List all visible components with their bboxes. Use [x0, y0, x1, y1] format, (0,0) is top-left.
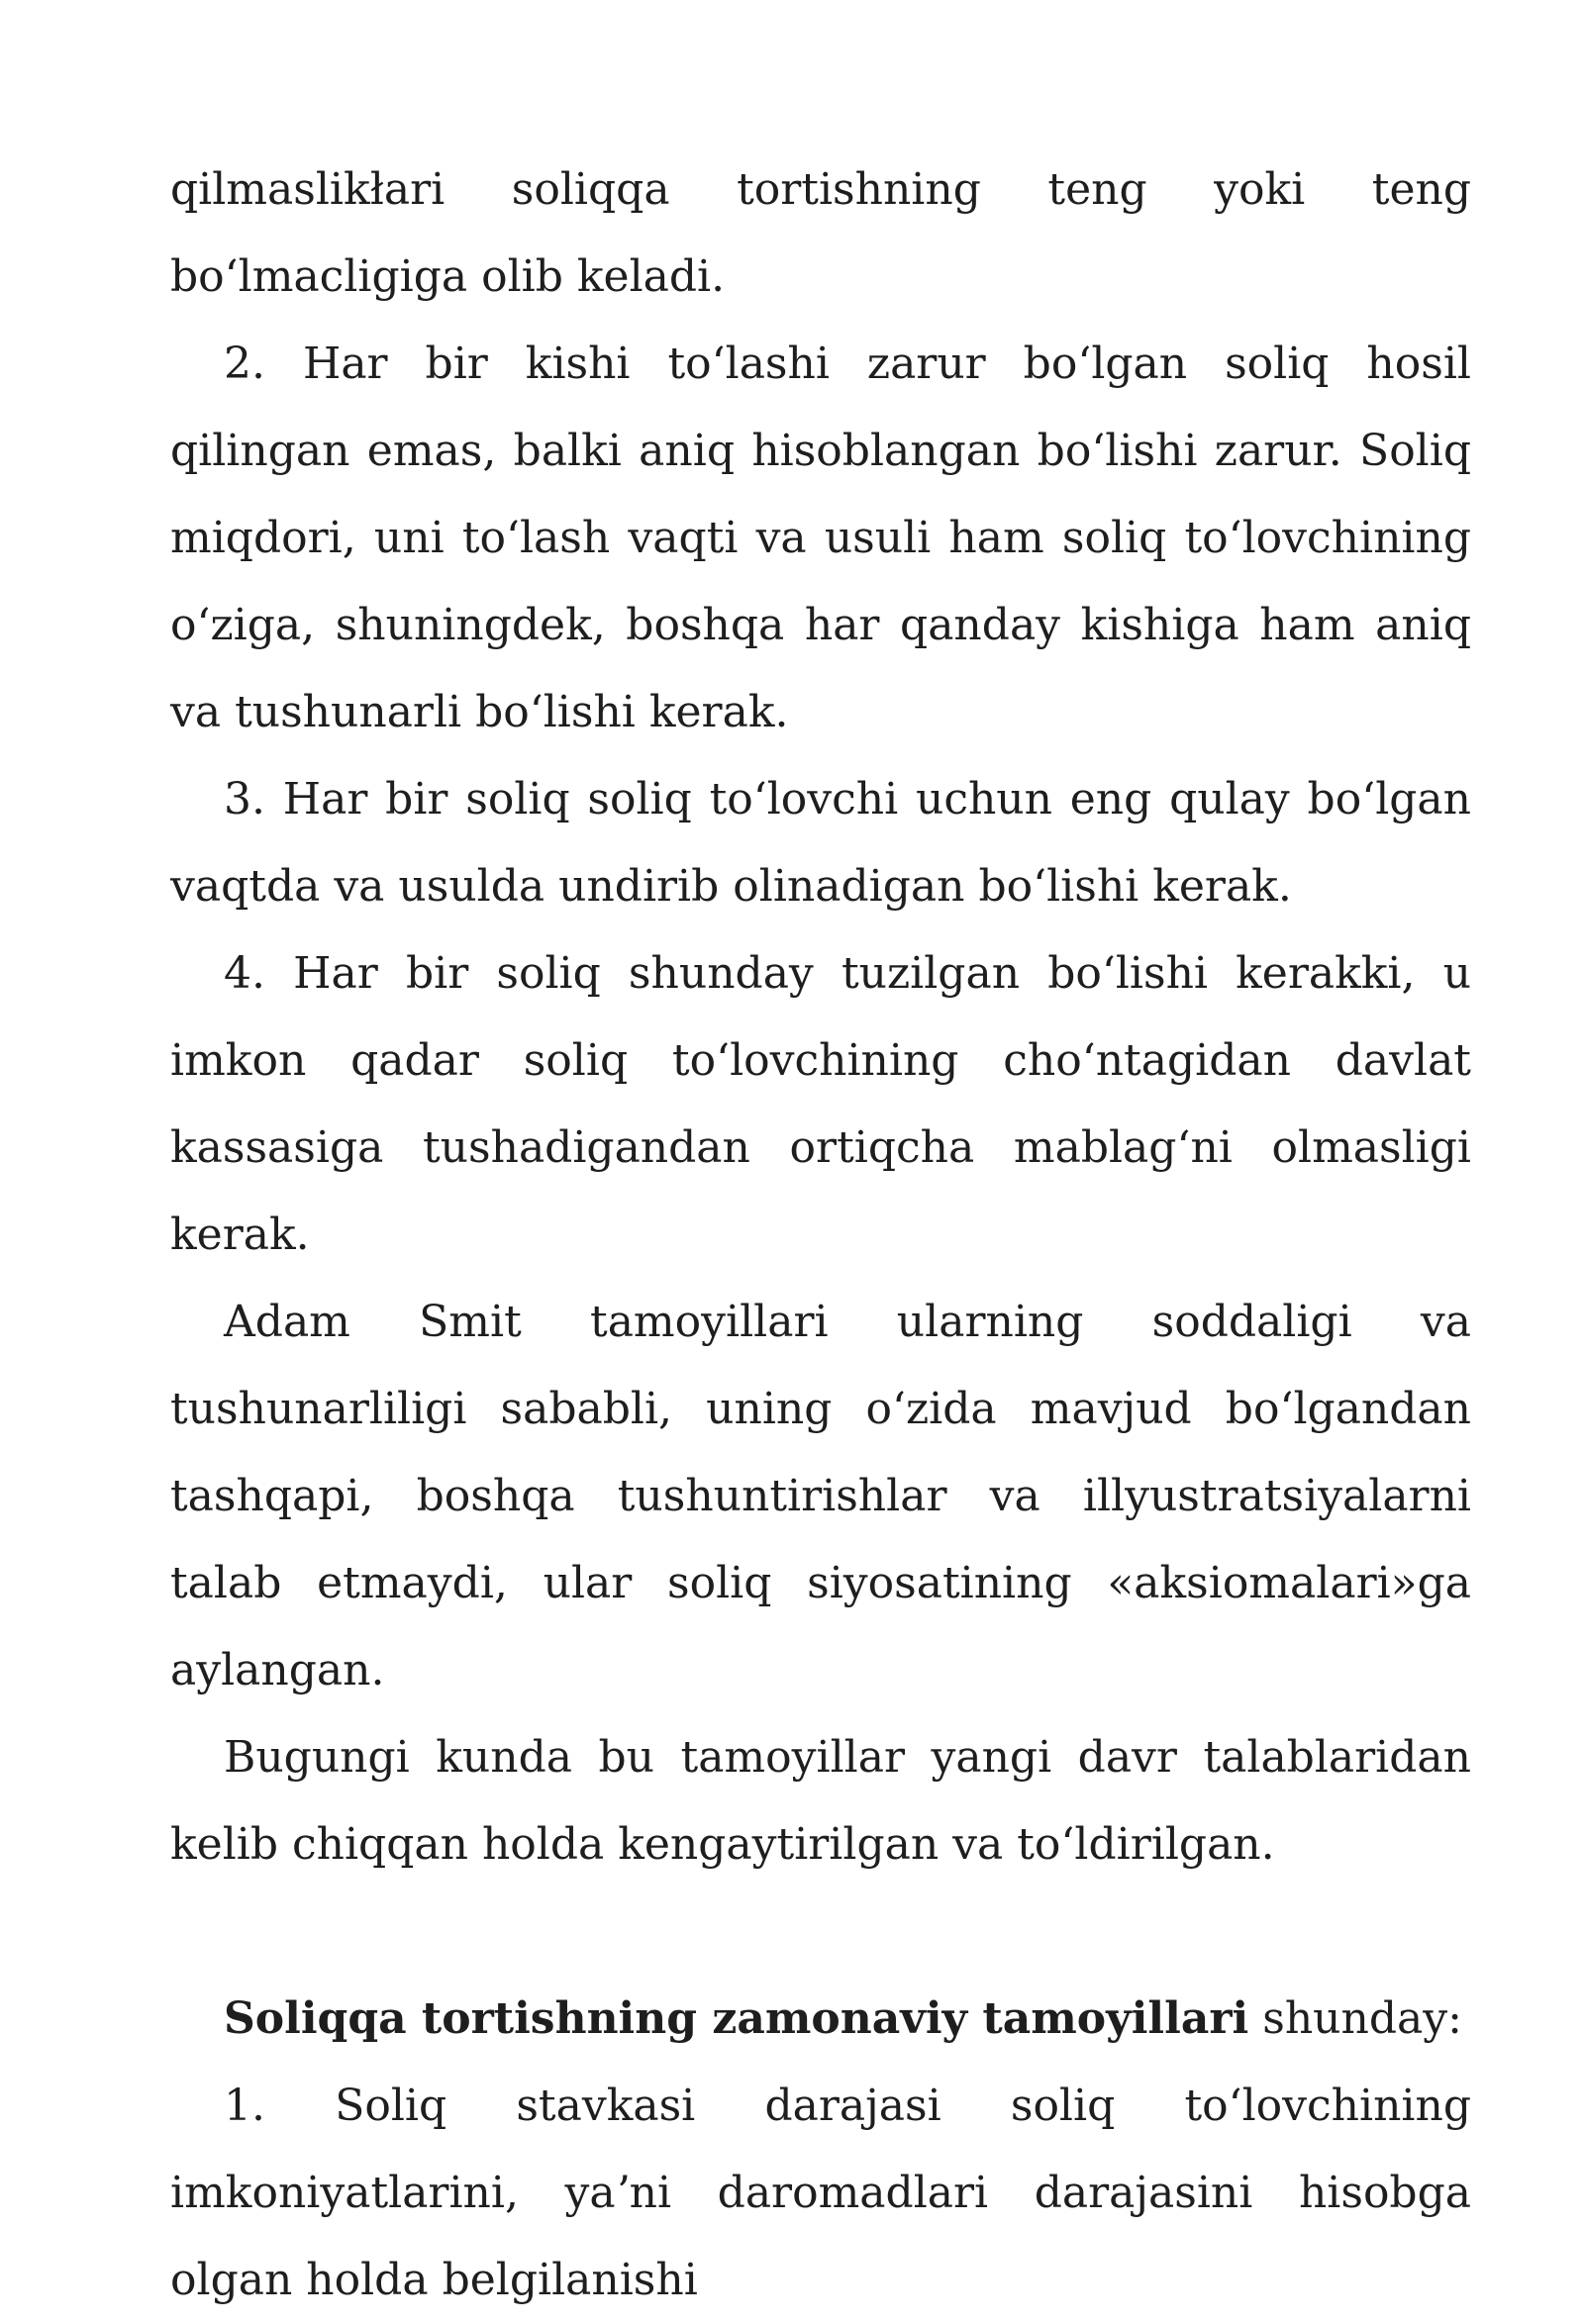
paragraph-item-4: 4. Har bir soliq shunday tuzilgan boʻlishi kerakki, u imkon qadar soliq toʻlovchining choʻntagidan davlat kassasiga tushadigandan ortiqcha mablagʻni olmasligi kerak. — [170, 948, 1471, 1260]
paragraph-continuation: qilmaslikłari soliqqa tortishning teng yoki teng boʻlmacligiga olib keladi. — [170, 164, 1471, 302]
paragraph-modern-item-1: 1. Soliq stavkasi darajasi soliq toʻlovchining imkoniyatlarini, yaʼni daromadlari darajasini hisobga olgan holda belgilanishi — [170, 2081, 1471, 2305]
paragraph-item-2: 2. Har bir kishi toʻlashi zarur boʻlgan soliq hosil qilingan emas, balki aniq hisoblangan boʻlishi zarur. Soliq miqdori, uni toʻlash vaqti va usuli ham soliq toʻlovchining oʻziga, shuningdek, boshqa har qanday kishiga ham aniq va tushunarli boʻlishi kerak. — [170, 339, 1471, 737]
section-heading-rest: shunday: — [1248, 1993, 1462, 2044]
paragraph-today: Bugungi kunda bu tamoyillar yangi davr talablaridan kelib chiqqan holda kengaytirilgan va toʻldirilgan. — [170, 1732, 1471, 1870]
section-heading-bold: Soliqqa tortishning zamonaviy tamoyillari — [224, 1993, 1249, 2044]
blank-line — [170, 1888, 1471, 1976]
document-page — [170, 146, 1471, 2324]
paragraph-adam-smith: Adam Smit tamoyillari ularning soddaligi va tushunarliligi sababli, uning oʻzida mavjud boʻlgandan tashqapi, boshqa tushuntirishlar va illyustratsiyalarni talab etmaydi, ular soliq siyosatining «aksiomalari»ga aylangan. — [170, 1297, 1471, 1695]
section-heading — [170, 1976, 1471, 2063]
paragraph-item-3: 3. Har bir soliq soliq toʻlovchi uchun eng qulay boʻlgan vaqtda va usulda undirib olinadigan boʻlishi kerak. — [170, 774, 1471, 912]
